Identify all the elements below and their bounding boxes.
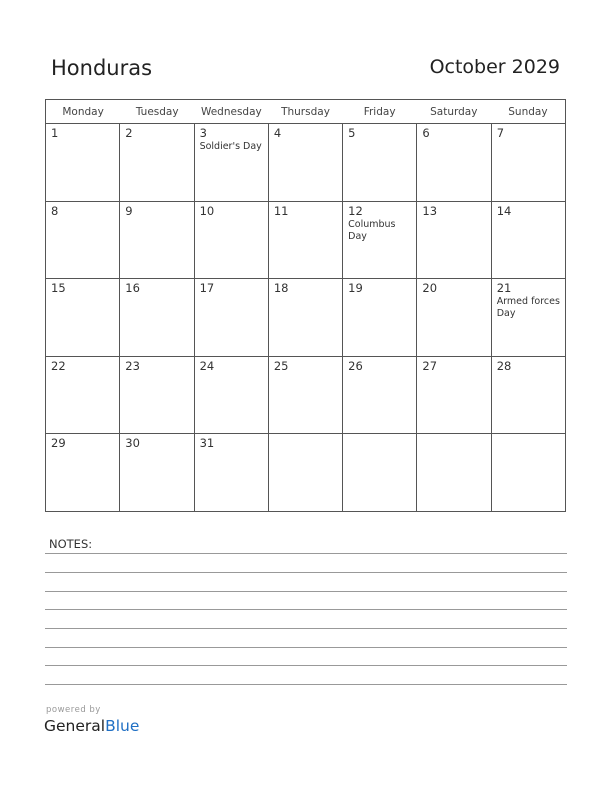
day-cell xyxy=(269,357,343,434)
day-cell xyxy=(417,279,491,356)
day-number: 20 xyxy=(422,281,438,296)
day-number: 17 xyxy=(199,281,215,296)
day-cell xyxy=(417,202,491,279)
weeks-container xyxy=(46,124,565,512)
day-number: 23 xyxy=(125,358,140,373)
day-number: 28 xyxy=(496,358,512,373)
day-number: 30 xyxy=(125,436,140,451)
day-number: 1 xyxy=(51,126,59,140)
day-number: 18 xyxy=(273,281,289,296)
day-cell xyxy=(120,279,194,356)
note-line xyxy=(45,609,567,610)
day-cell xyxy=(343,357,417,434)
notes-label: NOTES: xyxy=(49,537,93,551)
day-number: 3 xyxy=(199,126,207,140)
day-number: 22 xyxy=(51,358,66,373)
note-line xyxy=(45,684,567,685)
day-number: 14 xyxy=(496,203,512,218)
calendar-grid xyxy=(45,99,566,512)
calendar-week-row xyxy=(46,124,565,202)
holiday-label: Columbus Day xyxy=(348,218,396,242)
weekday-sunday: Sunday xyxy=(508,106,548,118)
brand-logo xyxy=(44,717,139,735)
day-cell xyxy=(195,202,269,279)
day-cell xyxy=(492,202,565,279)
day-number: 9 xyxy=(125,203,133,218)
day-cell xyxy=(417,357,491,434)
day-cell xyxy=(269,124,343,201)
note-line xyxy=(45,647,567,648)
note-line xyxy=(45,572,567,573)
calendar-week-row xyxy=(46,434,565,512)
weekday-monday: Monday xyxy=(62,106,104,118)
calendar-week-row xyxy=(46,279,565,357)
day-cell xyxy=(492,434,565,512)
day-cell xyxy=(46,202,120,279)
note-line xyxy=(45,591,567,592)
day-cell xyxy=(269,279,343,356)
day-cell xyxy=(46,124,120,201)
day-number: 10 xyxy=(199,203,215,218)
calendar-week-row xyxy=(46,202,565,280)
day-cell xyxy=(120,124,194,201)
day-number: 8 xyxy=(51,203,59,218)
weekday-tuesday: Tuesday xyxy=(135,106,179,118)
day-cell xyxy=(343,279,417,356)
day-cell xyxy=(195,279,269,356)
day-cell xyxy=(417,434,491,512)
weekday-wednesday: Wednesday xyxy=(200,106,262,118)
powered-by-text: powered by xyxy=(46,705,101,715)
day-cell xyxy=(46,434,120,512)
day-number: 7 xyxy=(496,126,505,140)
note-line xyxy=(45,665,567,666)
weekday-thursday: Thursday xyxy=(281,106,330,118)
day-number: 31 xyxy=(199,436,215,451)
day-number: 4 xyxy=(273,126,282,140)
day-number: 15 xyxy=(51,281,66,296)
note-line xyxy=(45,628,567,629)
brand-blue: Blue xyxy=(105,717,140,735)
day-cell xyxy=(120,357,194,434)
day-number: 2 xyxy=(125,126,133,140)
note-line xyxy=(45,553,567,554)
day-number: 24 xyxy=(199,358,215,373)
day-cell xyxy=(120,434,194,512)
day-number: 16 xyxy=(125,281,140,296)
calendar-week-row xyxy=(46,357,565,435)
country-title: Honduras xyxy=(51,56,153,80)
day-number: 6 xyxy=(422,126,430,140)
day-cell xyxy=(120,202,194,279)
brand-general: General xyxy=(44,717,106,735)
day-cell xyxy=(417,124,491,201)
day-number: 25 xyxy=(273,358,289,373)
day-cell xyxy=(492,279,565,356)
holiday-label: Soldier's Day xyxy=(199,141,262,152)
day-number: 11 xyxy=(273,203,289,218)
weekday-header-row xyxy=(46,100,565,124)
day-number: 29 xyxy=(51,436,66,451)
day-cell xyxy=(195,434,269,512)
day-cell xyxy=(195,124,269,201)
day-cell xyxy=(46,279,120,356)
day-number: 21 xyxy=(496,281,512,296)
day-number: 26 xyxy=(348,358,363,373)
day-cell xyxy=(492,124,565,201)
holiday-label: Armed forces Day xyxy=(496,296,560,320)
day-number: 13 xyxy=(422,203,438,218)
day-number: 5 xyxy=(348,126,356,140)
day-cell xyxy=(492,357,565,434)
day-cell xyxy=(343,434,417,512)
weekday-friday: Friday xyxy=(363,106,396,118)
day-cell xyxy=(269,434,343,512)
day-cell xyxy=(269,202,343,279)
day-cell xyxy=(343,124,417,201)
month-year-title: October 2029 xyxy=(429,56,560,78)
day-cell xyxy=(195,357,269,434)
day-number: 27 xyxy=(422,358,438,373)
day-cell xyxy=(343,202,417,279)
day-number: 12 xyxy=(348,203,363,218)
day-number: 19 xyxy=(348,281,363,296)
day-cell xyxy=(46,357,120,434)
weekday-saturday: Saturday xyxy=(430,106,478,118)
